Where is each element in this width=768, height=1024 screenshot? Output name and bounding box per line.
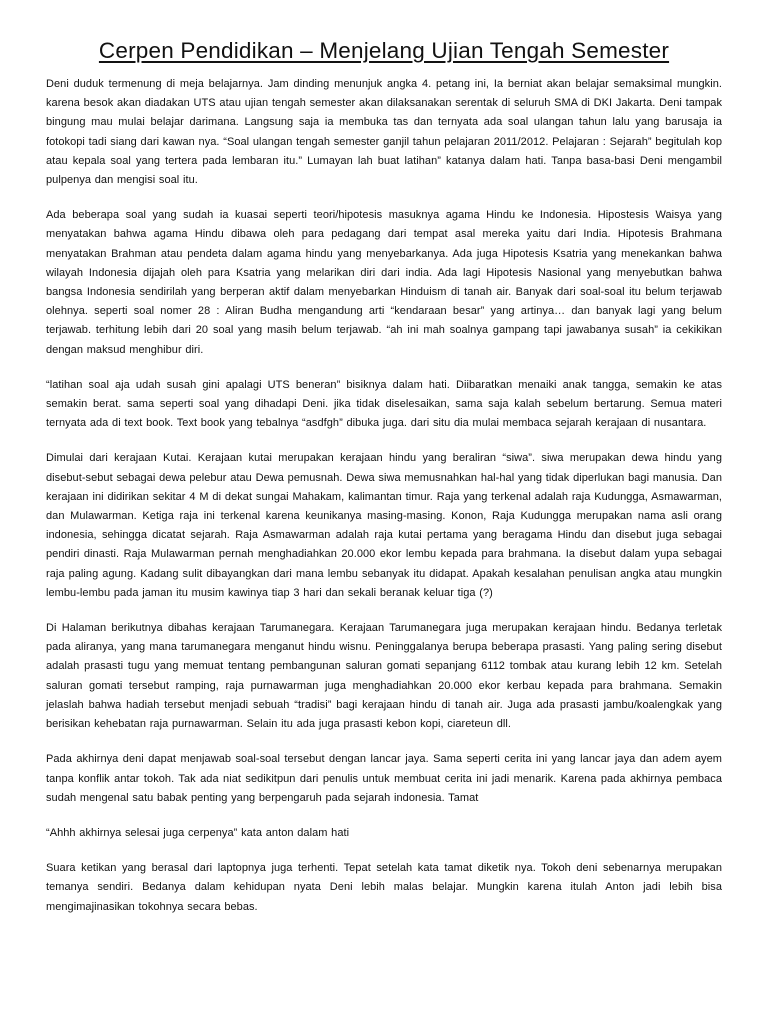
paragraph-6: Pada akhirnya deni dapat menjawab soal-soal tersebut dengan lancar jaya. Sama seperti cerita ini yang lancar jaya dan adem ayem tanpa konflik antar tokoh. Tak ada niat sedikitpun dari penulis untuk membuat cerita ini jadi menarik. Karena pada akhirnya pembaca sudah mengenal satu babak penting yang berpengaruh pada sejarah indonesia. Tamat [46, 753, 722, 804]
paragraph-2: Ada beberapa soal yang sudah ia kuasai seperti teori/hipotesis masuknya agama Hindu ke Indonesia. Hipostesis Waisya yang menyatakan bahwa agama Hindu dibawa oleh para pedagang dari tempat asal mereka yaitu dari India. Hipotesis Brahmana menyatakan Brahman atau pendeta dalam agama hindu yang menyebarkanya. Ada juga Hipotesis Ksatria yang menekankan bahwa wilayah Indonesia dijajah oleh para Ksatria yang melarikan diri dari india. Ada lagi Hipotesis Nasional yang menyebutkan bahwa bangsa Indonesia sendirilah yang berperan aktif dalam menyebarkan Hinduism di tanah air. Banyak dari soal-soal itu belum terjawab olehnya. seperti soal nomer 28 : Aliran Budha mengandung arti “kendaraan besar” yang artinya… dan banyak lagi yang belum terjawab. terhitung lebih dari 20 soal yang masih belum terjawab. “ah ini mah soalnya gampang tapi jawabanya susah” ia cekikikan dengan maksud menghibur diri. [46, 209, 722, 356]
paragraph-1: Deni duduk termenung di meja belajarnya. Jam dinding menunjuk angka 4. petang ini, Ia berniat akan belajar semaksimal mungkin. karena besok akan diadakan UTS atau ujian tengah semester akan dilaksanakan serentak di seluruh SMA di DKI Jakarta. Deni tampak bingung mau mulai belajar darimana. Langsung saja ia membuka tas dan ternyata ada soal ulangan tahun lalu yang barusaja ia fotokopi tadi siang dari kawan nya. “Soal ulangan tengah semester ganjil tahun pelajaran 2011/2012. Pelajaran : Sejarah” begitulah kop atau kepala soal yang tertera pada lembaran itu.” Lumayan lah buat latihan” katanya dalam hati. Tanpa basa-basi Deni mengambil pulpenya dan mengisi soal itu. [46, 78, 722, 187]
paragraph-8: Suara ketikan yang berasal dari laptopnya juga terhenti. Tepat setelah kata tamat diketik nya. Tokoh deni sebenarnya merupakan temanya sendiri. Bedanya dalam kehidupan nyata Deni lebih malas belajar. Mungkin karena itulah Anton jadi lebih bisa mengimajinasikan tokohnya secara bebas. [46, 862, 722, 913]
paragraph-4: Dimulai dari kerajaan Kutai. Kerajaan kutai merupakan kerajaan hindu yang beraliran “siwa”. siwa merupakan dewa hindu yang disebut-sebut sebagai dewa pelebur atau Dewa pemusnah. Dewa siwa memusnahkan hal-hal yang tidak diperlukan bagi manusia. Dan kerajaan ini didirikan sekitar 4 M di dekat sungai Mahakam, kalimantan timur. Raja yang terkenal adalah raja Kudungga, Asmawarman, dan Mulawarman. Ketiga raja ini terkenal karena keunikanya masing-masing. Konon, Raja Kudungga merupakan nama asli orang indonesia, sehingga dicatat sejarah. Raja Asmawarman adalah raja kutai pertama yang beragama Hindu dan disebut juga sebagai pendiri dinasti. Raja Mulawarman pernah menghadiahkan 20.000 ekor lembu kepada para brahmana. Ia disebut dalam yupa sebagai raja paling agung. Kadang sulit dibayangkan dari mana lembu sebanyak itu didapat. Apakah kesalahan penulisan angka atau mungkin lembu-lembu pada jaman itu musim kawinya tiap 3 hari dan sekali beranak keluar tiga (?) [46, 452, 722, 599]
paragraph-5: Di Halaman berikutnya dibahas kerajaan Tarumanegara. Kerajaan Tarumanegara juga merupakan kerajaan hindu. Bedanya terletak pada aliranya, yang mana tarumanegara menganut hindu wisnu. Peninggalanya berupa beberapa prasasti. Yang paling sering disebut adalah prasasti tugu yang memuat tentang pembangunan saluran gomati sepanjang 6112 tombak atau kurang lebih 12 km. Setelah saluran gomati tersebut ramping, raja purnawarman juga menghadiahkan 20.000 ekor kerbau kepada para brahmana. Semakin jelaslah bahwa hadiah tersebut menjadi sebuah “tradisi” bagi kerajaan hindu di tanah air. Juga ada prasasti jambu/koalengkak yang berisikan kehebatan raja purnawarman. Selain itu ada juga prasasti kebon kopi, ciareteun dll. [46, 622, 722, 731]
paragraph-7: “Ahhh akhirnya selesai juga cerpenya” kata anton dalam hati [46, 826, 350, 839]
paragraph-3: “latihan soal aja udah susah gini apalagi UTS beneran” bisiknya dalam hati. Diibaratkan menaiki anak tangga, semakin ke atas semakin berat. sama seperti soal yang dihadapi Deni. jika tidak diselesaikan, sama saja kalah sebelum bertarung. Semua materi ternyata ada di text book. Text book yang tebalnya “asdfgh” dibuka juga. dari situ dia mulai membaca sejarah kerajaan di nusantara. [46, 378, 722, 430]
document-title: Cerpen Pendidikan – Menjelang Ujian Tengah Semester [98, 38, 670, 63]
